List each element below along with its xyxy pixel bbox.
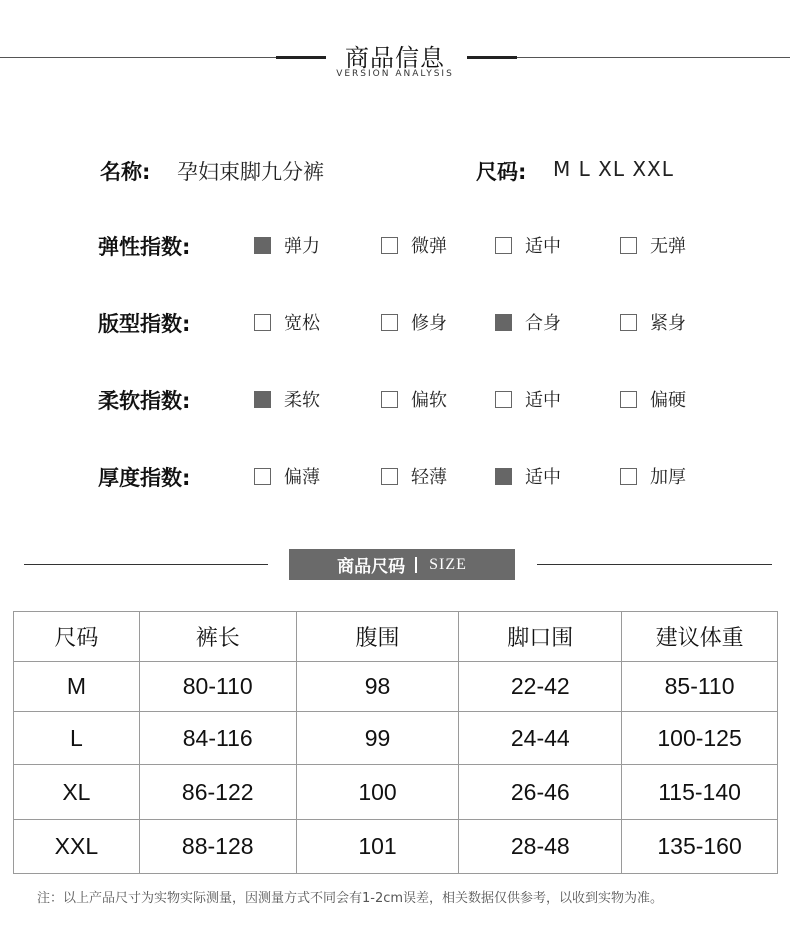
table-row [14, 820, 778, 874]
size-table [13, 611, 778, 874]
fit-index-row [0, 306, 790, 336]
table-cell: 100-125 [622, 712, 778, 765]
size-section-right-rule [537, 564, 772, 565]
checkbox [381, 391, 398, 408]
size-section-left-rule [24, 564, 268, 565]
checkbox-checked [495, 314, 512, 331]
checkbox [381, 468, 398, 485]
option-label: 适中 [525, 236, 561, 257]
softness-option [620, 388, 686, 410]
option-label: 无弹 [650, 236, 686, 257]
checkbox [254, 468, 271, 485]
table-cell: XXL [14, 820, 140, 874]
product-name-value: 孕妇束脚九分裤 [177, 160, 324, 184]
table-cell: 28-48 [459, 820, 622, 874]
checkbox-checked [254, 391, 271, 408]
softness-option [495, 388, 561, 410]
checkbox [254, 314, 271, 331]
elasticity-option [381, 234, 447, 256]
option-label: 修身 [411, 313, 447, 334]
option-label: 适中 [525, 467, 561, 488]
checkbox [620, 468, 637, 485]
checkbox-checked [495, 468, 512, 485]
table-cell: 115-140 [622, 765, 778, 820]
option-label: 柔软 [284, 390, 320, 411]
elasticity-option [620, 234, 686, 256]
table-header-cell: 脚口围 [459, 612, 622, 662]
table-cell: XL [14, 765, 140, 820]
option-label: 弹力 [284, 236, 320, 257]
thickness-index-row [0, 460, 790, 490]
option-label: 宽松 [284, 313, 320, 334]
size-section-separator [415, 557, 417, 573]
table-header-cell: 尺码 [14, 612, 140, 662]
softness-option [381, 388, 447, 410]
table-cell: 80-110 [139, 662, 296, 712]
size-value: M L XL XXL [553, 157, 674, 181]
fit-option [620, 311, 686, 333]
table-cell: 26-46 [459, 765, 622, 820]
table-cell: 84-116 [139, 712, 296, 765]
checkbox-checked [254, 237, 271, 254]
softness-index-row [0, 383, 790, 413]
table-header-row [14, 612, 778, 662]
option-label: 加厚 [650, 467, 686, 488]
option-label: 紧身 [650, 313, 686, 334]
fit-option [254, 311, 320, 333]
thickness-option [620, 465, 686, 487]
option-label: 偏硬 [650, 390, 686, 411]
option-label: 偏软 [411, 390, 447, 411]
option-label: 适中 [525, 390, 561, 411]
checkbox [381, 314, 398, 331]
page-subtitle: VERSION ANALYSIS [336, 69, 454, 79]
table-header-cell: 建议体重 [622, 612, 778, 662]
fit-option [495, 311, 561, 333]
checkbox [620, 314, 637, 331]
option-label: 合身 [525, 313, 561, 334]
checkbox [495, 391, 512, 408]
table-cell: 99 [296, 712, 459, 765]
table-row [14, 712, 778, 765]
table-row [14, 765, 778, 820]
thickness-index-label: 厚度指数: [98, 466, 191, 490]
table-cell: 24-44 [459, 712, 622, 765]
thickness-option [254, 465, 320, 487]
thickness-option [381, 465, 447, 487]
checkbox [620, 237, 637, 254]
size-section-title: 商品尺码 [337, 557, 406, 577]
product-name-label: 名称: [100, 160, 151, 184]
checkbox [381, 237, 398, 254]
softness-index-label: 柔软指数: [98, 389, 191, 413]
table-cell: 88-128 [139, 820, 296, 874]
option-label: 轻薄 [411, 467, 447, 488]
table-header-cell: 裤长 [139, 612, 296, 662]
option-label: 微弹 [411, 236, 447, 257]
size-section-badge [289, 549, 515, 580]
table-cell: M [14, 662, 140, 712]
measurement-note: 注：以上产品尺寸为实物实际测量，因测量方式不同会有1-2cm误差，相关数据仅供参考，以收到实物为准。 [37, 891, 664, 906]
elasticity-option [495, 234, 561, 256]
table-cell: 86-122 [139, 765, 296, 820]
checkbox [495, 237, 512, 254]
page-title: 商品信息 [345, 44, 445, 72]
size-section-title-en: SIZE [429, 555, 467, 573]
elasticity-index-row [0, 229, 790, 259]
table-cell: 135-160 [622, 820, 778, 874]
elasticity-index-label: 弹性指数: [98, 235, 191, 259]
thickness-option [495, 465, 561, 487]
table-cell: 100 [296, 765, 459, 820]
table-row [14, 662, 778, 712]
table-cell: 22-42 [459, 662, 622, 712]
checkbox [620, 391, 637, 408]
table-cell: 98 [296, 662, 459, 712]
table-header-cell: 腹围 [296, 612, 459, 662]
table-cell: 85-110 [622, 662, 778, 712]
size-label: 尺码: [476, 160, 527, 184]
fit-index-label: 版型指数: [98, 312, 191, 336]
elasticity-option [254, 234, 320, 256]
table-cell: 101 [296, 820, 459, 874]
table-cell: L [14, 712, 140, 765]
fit-option [381, 311, 447, 333]
option-label: 偏薄 [284, 467, 320, 488]
softness-option [254, 388, 320, 410]
